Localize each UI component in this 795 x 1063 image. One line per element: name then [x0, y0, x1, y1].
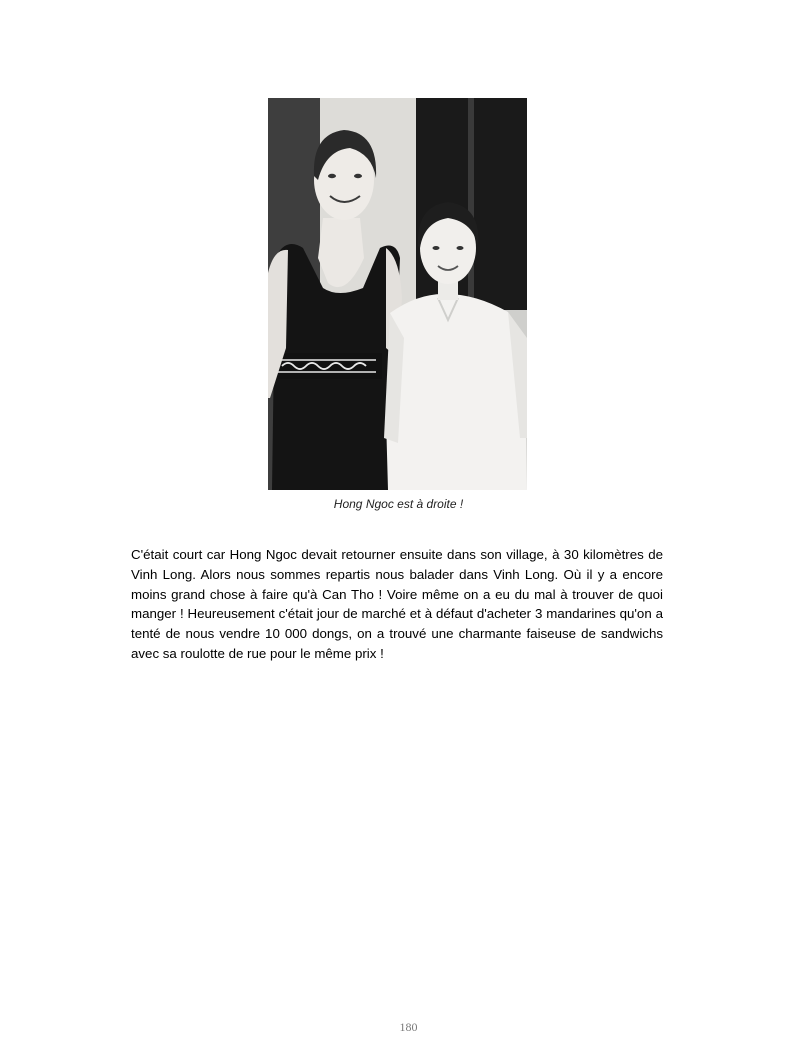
right-woman-shirt: [386, 294, 527, 490]
figure-caption: Hong Ngoc est à droite !: [333, 497, 464, 511]
photo-two-women: [268, 98, 527, 490]
door-frame: [468, 98, 474, 310]
page-number: 180: [399, 1020, 418, 1034]
photo-illustration: [268, 98, 527, 490]
body-paragraph: C'était court car Hong Ngoc devait retourner ensuite dans son village, à 30 kilomètres de Vinh Long. Alors nous sommes repartis nous balader dans Vinh Long. Où il y a encore moins grand chose à faire qu'à Can Tho ! Voire même on a eu du mal à trouver de quoi manger ! Heureusement c'était jour de marché et à défaut d'acheter 3 mandarines qu'on a tenté de nous vendre 10 000 dongs, on a trouvé une charmante faiseuse de sandwichs avec sa roulotte de rue pour le même prix !: [131, 547, 663, 661]
